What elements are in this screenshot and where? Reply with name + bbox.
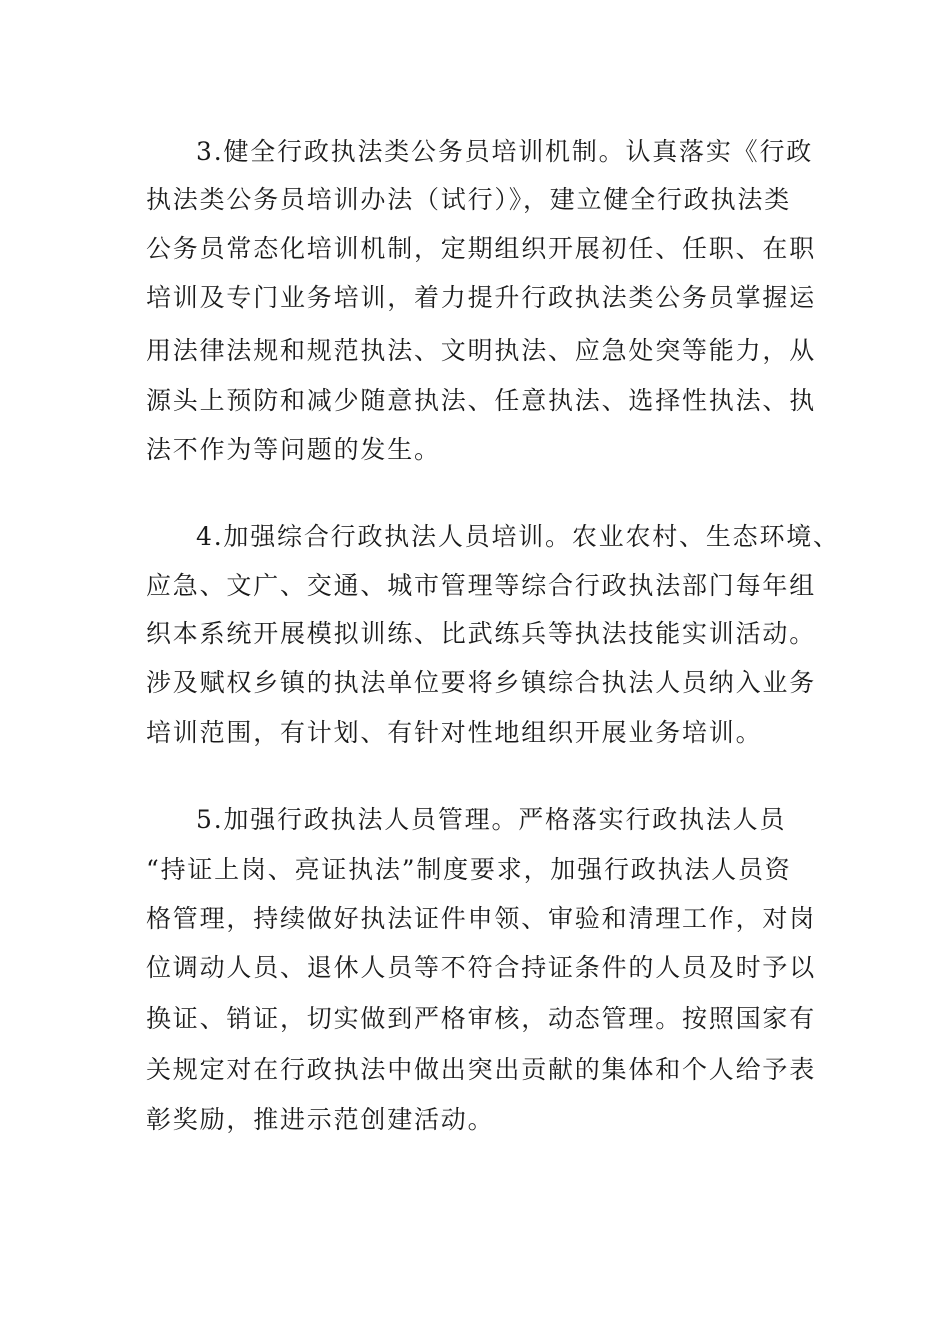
paragraph-line: 关规定对在行政执法中做出突出贡献的集体和个人给予表: [146, 1055, 817, 1084]
paragraph-line: 公务员常态化培训机制，定期组织开展初任、任职、在职: [146, 234, 817, 263]
paragraph-line: 培训范围，有计划、有针对性地组织开展业务培训。: [146, 718, 763, 747]
paragraph-line: 换证、销证，切实做到严格审核，动态管理。按照国家有: [146, 1004, 817, 1033]
paragraph-line: 执法类公务员培训办法（试行）》，建立健全行政执法类: [146, 185, 792, 214]
paragraph-line: 位调动人员、退休人员等不符合持证条件的人员及时予以: [146, 953, 817, 982]
paragraph-line: 用法律法规和规范执法、文明执法、应急处突等能力，从: [146, 336, 817, 365]
paragraph-line: 彰奖励，推进示范创建活动。: [146, 1105, 495, 1134]
paragraph-line: 5.加强行政执法人员管理。严格落实行政执法人员: [196, 805, 787, 834]
paragraph-line: 格管理，持续做好执法证件申领、审验和清理工作，对岗: [146, 904, 817, 933]
paragraph-line: 4.加强综合行政执法人员培训。农业农村、生态环境、: [196, 522, 840, 551]
paragraph-line: 涉及赋权乡镇的执法单位要将乡镇综合执法人员纳入业务: [146, 668, 817, 697]
paragraph-line: 织本系统开展模拟训练、比武练兵等执法技能实训活动。: [146, 619, 817, 648]
paragraph-line: 培训及专门业务培训，着力提升行政执法类公务员掌握运: [146, 283, 817, 312]
paragraph-line: 源头上预防和减少随意执法、任意执法、选择性执法、执: [146, 386, 817, 415]
paragraph-line: “持证上岗、亮证执法”制度要求，加强行政执法人员资: [146, 855, 792, 884]
paragraph-line: 应急、文广、交通、城市管理等综合行政执法部门每年组: [146, 571, 817, 600]
paragraph-line: 3.健全行政执法类公务员培训机制。认真落实《行政: [196, 137, 814, 166]
paragraph-line: 法不作为等问题的发生。: [146, 435, 441, 464]
